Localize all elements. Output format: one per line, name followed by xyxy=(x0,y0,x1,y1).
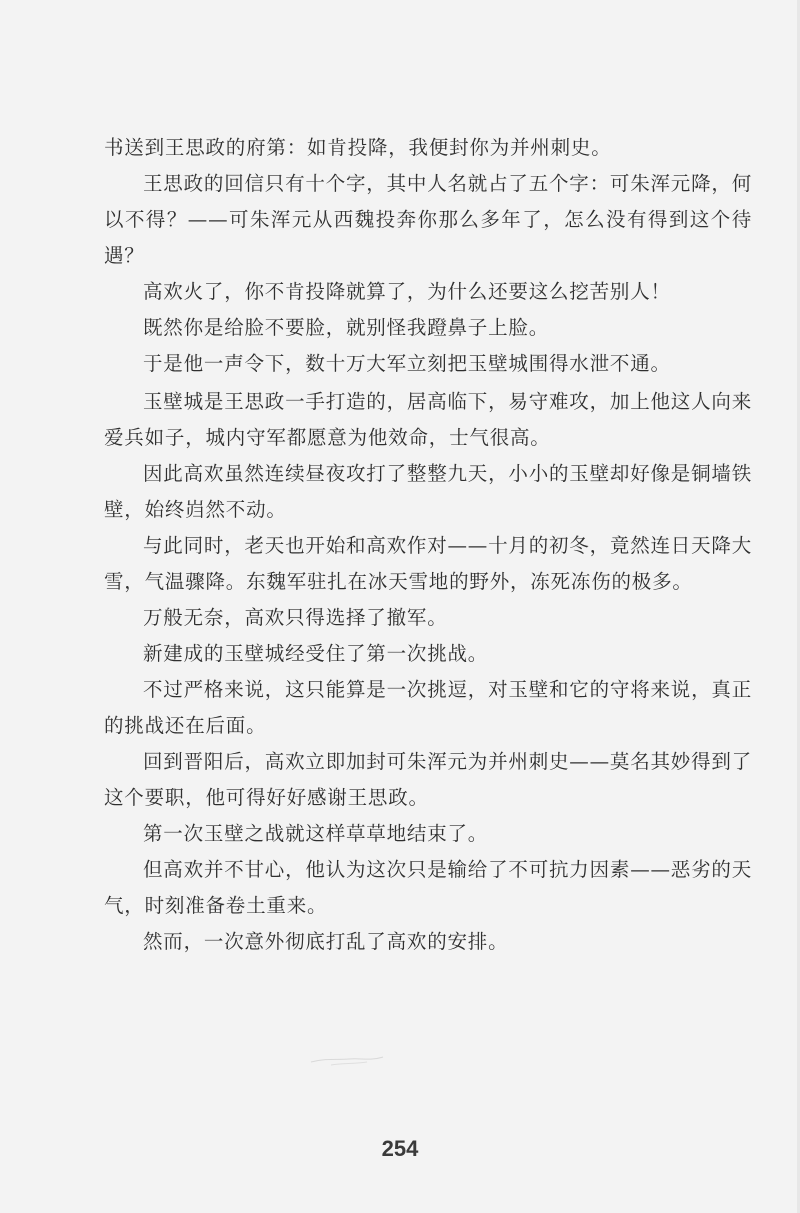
paragraph: 既然你是给脸不要脸，就别怪我蹬鼻子上脸。 xyxy=(143,316,550,339)
paragraph: 回到晋阳后，高欢立即加封可朱浑元为并州刺史——莫名其妙得到了这个要职，他可得好好感谢王思政。 xyxy=(104,750,753,809)
paragraph: 第一次玉壁之战就这样草草地结束了。 xyxy=(143,822,489,845)
paragraph: 新建成的玉壁城经受住了第一次挑战。 xyxy=(143,642,489,665)
paragraph: 万般无奈，高欢只得选择了撤军。 xyxy=(143,606,448,629)
paragraph: 书送到王思政的府第：如肯投降，我便封你为并州刺史。 xyxy=(104,136,612,159)
paragraph: 但高欢并不甘心，他认为这次只是输给了不可抗力因素——恶劣的天气，时刻准备卷土重来。 xyxy=(104,858,753,917)
paragraph: 因此高欢虽然连续昼夜攻打了整整九天，小小的玉壁却好像是铜墙铁壁，始终岿然不动。 xyxy=(104,462,753,521)
text-block-top xyxy=(104,130,752,382)
paragraph: 高欢火了，你不肯投降就算了，为什么还要这么挖苦别人！ xyxy=(143,280,671,303)
scan-smudge xyxy=(309,1050,385,1068)
paragraph: 不过严格来说，这只能算是一次挑逗，对玉壁和它的守将来说，真正的挑战还在后面。 xyxy=(104,678,753,737)
paragraph: 玉壁城是王思政一手打造的，居高临下，易守难攻，加上他这人向来爱兵如子，城内守军都愿意为他效命，士气很高。 xyxy=(104,390,753,449)
paragraph: 王思政的回信只有十个字，其中人名就占了五个字：可朱浑元降，何以不得？——可朱浑元从西魏投奔你那么多年了，怎么没有得到这个待遇？ xyxy=(104,172,753,267)
paragraph: 与此同时，老天也开始和高欢作对——十月的初冬，竟然连日天降大雪，气温骤降。东魏军驻扎在冰天雪地的野外，冻死冻伤的极多。 xyxy=(104,534,753,593)
text-block-bottom xyxy=(104,384,752,960)
page-number: 254 xyxy=(381,1136,419,1161)
paragraph: 于是他一声令下，数十万大军立刻把玉壁城围得水泄不通。 xyxy=(143,352,671,375)
paragraph: 然而，一次意外彻底打乱了高欢的安排。 xyxy=(143,930,509,953)
